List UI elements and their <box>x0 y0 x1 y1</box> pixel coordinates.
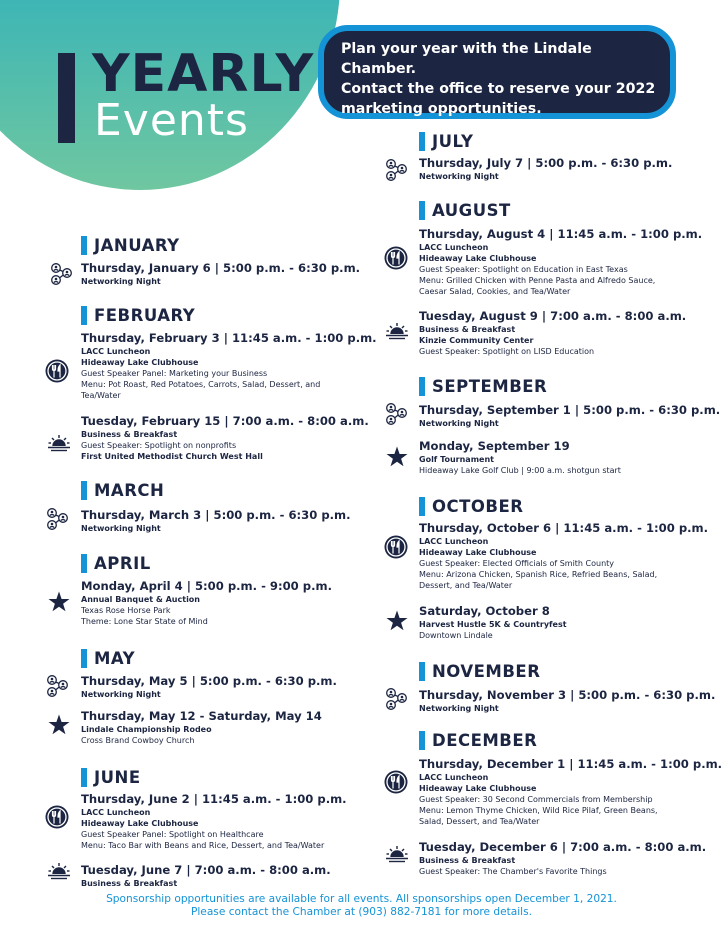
event-menu: Menu: Pot Roast, Red Potatoes, Carrots, Salad, Dessert, and <box>81 380 321 389</box>
event-december-breakfast <box>419 840 706 877</box>
event-menu: Menu: Taco Bar with Beans and Rice, Dessert, and Tea/Water <box>81 841 325 850</box>
sunrise-icon <box>46 858 72 884</box>
event-march-networking <box>81 508 351 534</box>
event-february-luncheon <box>81 331 377 401</box>
month-heading-july <box>419 130 473 152</box>
event-february-breakfast <box>81 414 369 462</box>
callout-line: marketing opportunities. <box>341 101 542 117</box>
sunrise-icon <box>384 841 410 867</box>
event-datetime: Thursday, March 3 | 5:00 p.m. - 6:30 p.m. <box>81 508 351 522</box>
networking-icon <box>46 506 72 532</box>
month-label: MAY <box>94 648 136 668</box>
sunrise-icon <box>384 318 410 344</box>
star-icon <box>384 444 410 470</box>
event-location: Texas Rose Horse Park <box>81 606 171 615</box>
event-datetime: Thursday, July 7 | 5:00 p.m. - 6:30 p.m. <box>419 156 673 170</box>
event-title: LACC Luncheon <box>81 808 151 817</box>
event-june-breakfast <box>81 863 331 889</box>
month-heading-january <box>81 234 180 256</box>
event-datetime: Tuesday, December 6 | 7:00 a.m. - 8:00 a.m. <box>419 840 707 854</box>
event-speaker: Guest Speaker Panel: Marketing your Business <box>81 369 268 378</box>
event-title: Business & Breakfast <box>419 856 516 865</box>
event-speaker: Guest Speaker: Spotlight on nonprofits <box>81 441 237 450</box>
month-label: JUNE <box>94 767 141 787</box>
month-label: NOVEMBER <box>432 661 541 681</box>
plate-utensils-icon <box>383 534 409 560</box>
month-label: AUGUST <box>432 200 511 220</box>
event-datetime: Thursday, January 6 | 5:00 p.m. - 6:30 p.m. <box>81 261 361 275</box>
sunrise-icon <box>46 430 72 456</box>
month-label: SEPTEMBER <box>432 376 548 396</box>
month-accent-bar <box>81 306 87 325</box>
event-title: LACC Luncheon <box>419 773 489 782</box>
month-heading-august <box>419 199 511 221</box>
networking-icon <box>385 401 411 427</box>
month-accent-bar <box>419 662 425 681</box>
event-datetime: Thursday, August 4 | 11:45 a.m. - 1:00 p.m. <box>419 227 703 241</box>
event-datetime: Thursday, May 12 - Saturday, May 14 <box>81 709 322 723</box>
event-datetime: Thursday, December 1 | 11:45 a.m. - 1:00 p.m. <box>419 757 723 771</box>
event-august-breakfast <box>419 309 686 357</box>
callout-line: Plan your year with the Lindale Chamber. <box>341 41 592 77</box>
event-title: Golf Tournament <box>419 455 494 464</box>
event-title: Networking Night <box>419 172 499 181</box>
event-menu-cont: Salad, Dessert, and Tea/Water <box>419 817 540 826</box>
month-accent-bar <box>419 731 425 750</box>
event-location: First United Methodist Church West Hall <box>81 452 263 461</box>
networking-icon <box>385 686 411 712</box>
event-speaker: Guest Speaker: The Chamber's Favorite Things <box>419 867 607 876</box>
event-june-luncheon <box>81 792 347 851</box>
month-accent-bar <box>81 649 87 668</box>
event-october-luncheon <box>419 521 708 591</box>
event-menu-cont: Dessert, and Tea/Water <box>419 581 513 590</box>
event-menu-cont: Tea/Water <box>81 391 121 400</box>
month-label: APRIL <box>94 553 151 573</box>
event-may-networking <box>81 674 337 700</box>
event-menu: Menu: Arizona Chicken, Spanish Rice, Refried Beans, Salad, <box>419 570 658 579</box>
event-may-rodeo <box>81 709 322 746</box>
event-title: LACC Luncheon <box>419 243 489 252</box>
event-title: Networking Night <box>81 690 161 699</box>
event-december-luncheon <box>419 757 722 827</box>
event-speaker: Guest Speaker: Elected Officials of Smith County <box>419 559 615 568</box>
month-heading-september <box>419 375 547 397</box>
event-datetime: Thursday, September 1 | 5:00 p.m. - 6:30 p.m. <box>419 403 721 417</box>
plate-utensils-icon <box>383 245 409 271</box>
month-heading-february <box>81 304 195 326</box>
event-location: Kinzie Community Center <box>419 336 534 345</box>
event-location: Cross Brand Cowboy Church <box>81 736 195 745</box>
month-heading-may <box>81 647 135 669</box>
event-speaker: Guest Speaker Panel: Spotlight on Healthcare <box>81 830 264 839</box>
event-location: Hideaway Lake Clubhouse <box>419 254 537 263</box>
event-datetime: Thursday, October 6 | 11:45 a.m. - 1:00 p.m. <box>419 521 709 535</box>
event-title: LACC Luncheon <box>419 537 489 546</box>
page-title-events: Events <box>94 95 249 146</box>
event-datetime: Saturday, October 8 <box>419 604 550 618</box>
month-heading-november <box>419 660 540 682</box>
event-title: Annual Banquet & Auction <box>81 595 200 604</box>
event-september-networking <box>419 403 720 429</box>
month-label: FEBRUARY <box>94 305 196 325</box>
star-icon <box>46 712 72 738</box>
month-label: MARCH <box>94 480 165 500</box>
month-accent-bar <box>81 481 87 500</box>
event-datetime: Thursday, February 3 | 11:45 a.m. - 1:00 p.m. <box>81 331 377 345</box>
event-title: Networking Night <box>419 704 499 713</box>
event-november-networking <box>419 688 715 714</box>
event-title: Lindale Championship Rodeo <box>81 725 212 734</box>
event-datetime: Monday, September 19 <box>419 439 570 453</box>
month-accent-bar <box>81 554 87 573</box>
month-heading-october <box>419 495 523 517</box>
month-accent-bar <box>81 236 87 255</box>
plate-utensils-icon <box>44 804 70 830</box>
month-label: DECEMBER <box>432 730 538 750</box>
reservation-callout <box>318 25 676 119</box>
event-title: Harvest Hustle 5K & Countryfest <box>419 620 567 629</box>
event-october-harvest <box>419 604 567 641</box>
event-title: Networking Night <box>419 419 499 428</box>
month-accent-bar <box>419 201 425 220</box>
month-accent-bar <box>419 377 425 396</box>
event-title: Business & Breakfast <box>419 325 516 334</box>
event-title: Networking Night <box>81 277 161 286</box>
month-heading-june <box>81 766 141 788</box>
event-menu: Menu: Lemon Thyme Chicken, Wild Rice Pilaf, Green Beans, <box>419 806 658 815</box>
event-datetime: Thursday, May 5 | 5:00 p.m. - 6:30 p.m. <box>81 674 337 688</box>
month-accent-bar <box>419 497 425 516</box>
event-speaker: Guest Speaker: Spotlight on LISD Education <box>419 347 595 356</box>
callout-line: Contact the office to reserve your 2022 <box>341 81 656 97</box>
event-title: Business & Breakfast <box>81 879 178 888</box>
networking-icon <box>385 157 411 183</box>
event-speaker: Guest Speaker: Spotlight on Education in East Texas <box>419 265 628 274</box>
event-datetime: Thursday, June 2 | 11:45 a.m. - 1:00 p.m. <box>81 792 347 806</box>
star-icon <box>46 589 72 615</box>
event-datetime: Monday, April 4 | 5:00 p.m. - 9:00 p.m. <box>81 579 332 593</box>
event-august-luncheon <box>419 227 702 297</box>
footer-contact-note: Please contact the Chamber at (903) 882-7181 for more details. <box>190 906 533 918</box>
event-location: Hideaway Lake Clubhouse <box>81 358 199 367</box>
month-label: OCTOBER <box>432 496 524 516</box>
month-heading-march <box>81 479 164 501</box>
event-title: Networking Night <box>81 524 161 533</box>
event-datetime: Tuesday, August 9 | 7:00 a.m. - 8:00 a.m. <box>419 309 687 323</box>
event-speaker: Guest Speaker: 30 Second Commercials from Membership <box>419 795 653 804</box>
month-accent-bar <box>419 132 425 151</box>
event-location: Hideaway Lake Golf Club | 9:00 a.m. shotgun start <box>419 466 621 475</box>
event-menu: Menu: Grilled Chicken with Penne Pasta and Alfredo Sauce, <box>419 276 656 285</box>
event-april-banquet <box>81 579 332 627</box>
networking-icon <box>50 261 76 287</box>
event-september-golf <box>419 439 621 476</box>
event-location: Hideaway Lake Clubhouse <box>419 548 537 557</box>
plate-utensils-icon <box>44 358 70 384</box>
event-datetime: Tuesday, February 15 | 7:00 a.m. - 8:00 a.m. <box>81 414 369 428</box>
event-datetime: Tuesday, June 7 | 7:00 a.m. - 8:00 a.m. <box>81 863 331 877</box>
event-location: Downtown Lindale <box>419 631 493 640</box>
event-menu-cont: Caesar Salad, Cookies, and Tea/Water <box>419 287 571 296</box>
month-heading-april <box>81 552 151 574</box>
event-title: Business & Breakfast <box>81 430 178 439</box>
month-accent-bar <box>81 768 87 787</box>
month-heading-december <box>419 729 537 751</box>
event-datetime: Thursday, November 3 | 5:00 p.m. - 6:30 p.m. <box>419 688 716 702</box>
month-label: JULY <box>432 131 474 151</box>
event-theme: Theme: Lone Star State of Mind <box>81 617 208 626</box>
event-location: Hideaway Lake Clubhouse <box>419 784 537 793</box>
month-label: JANUARY <box>94 235 180 255</box>
networking-icon <box>46 673 72 699</box>
title-accent-bar <box>58 53 75 143</box>
event-july-networking <box>419 156 672 182</box>
star-icon <box>384 608 410 634</box>
event-title: LACC Luncheon <box>81 347 151 356</box>
event-location: Hideaway Lake Clubhouse <box>81 819 199 828</box>
page-title-yearly: YEARLY <box>92 44 315 104</box>
plate-utensils-icon <box>383 769 409 795</box>
footer-sponsorship-note: Sponsorship opportunities are available for all events. All sponsorships open December 1, 2021. <box>106 893 617 905</box>
event-january-networking <box>81 261 360 287</box>
